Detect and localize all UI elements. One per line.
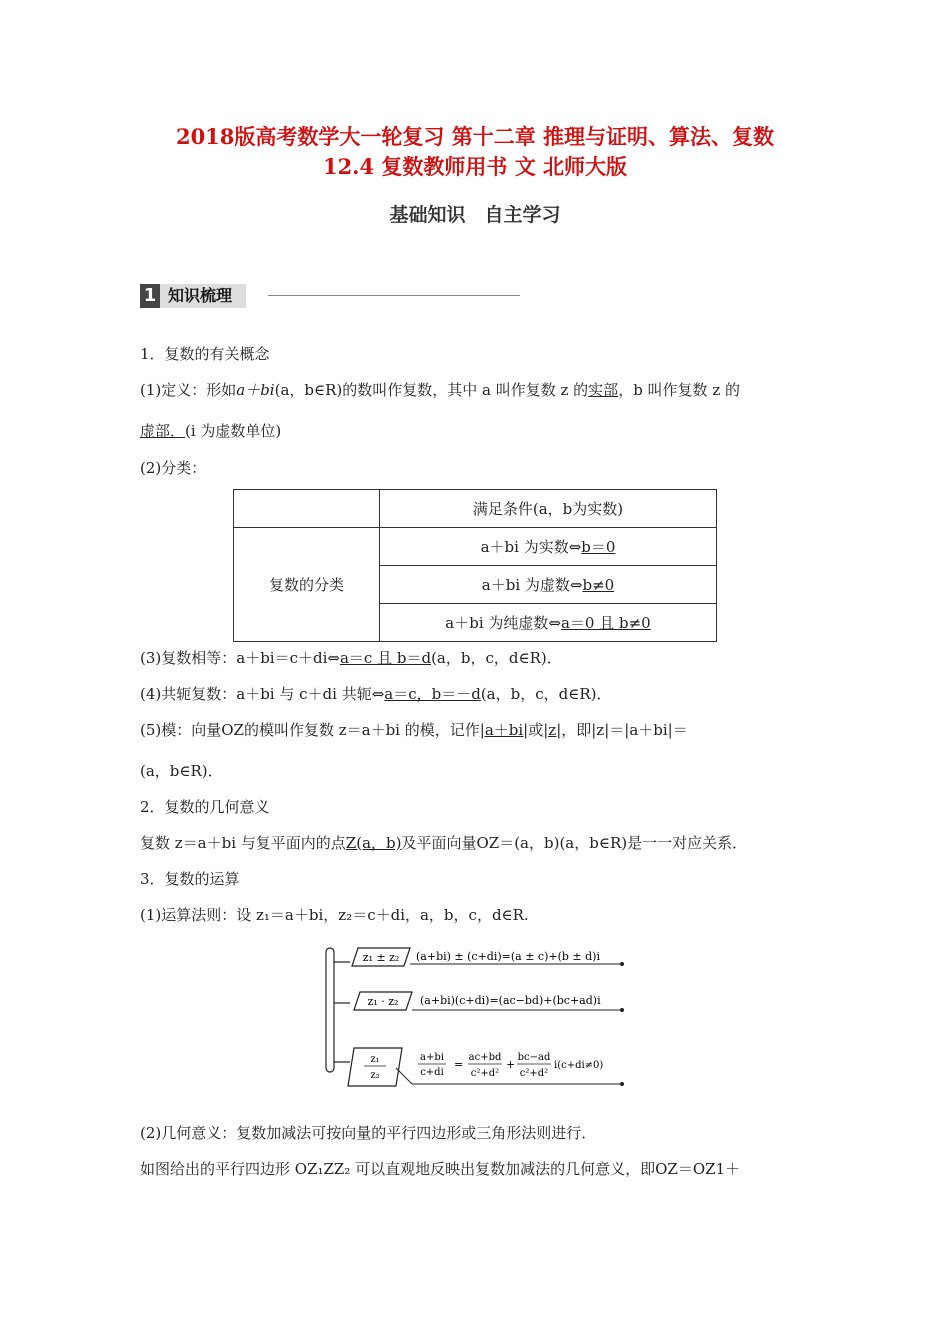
section-header: [140, 284, 246, 308]
definition-line: [140, 379, 740, 400]
classification-label: (2)分类：: [140, 459, 207, 477]
table-row: a＋bi 为纯虚数⇔a＝0 且 b≠0: [380, 604, 717, 642]
product-formula: (a+bi)(c+di)=(ac−bd)+(bc+ad)i: [420, 994, 601, 1007]
modulus-line-2: (a，b∈R)．: [140, 762, 223, 780]
table-row-label: 复数的分类: [234, 528, 380, 642]
doc-title-line2: 12.4 复数教师用书 文 北师大版: [322, 154, 628, 179]
sum-formula: (a+bi) ± (c+di)=(a ± c)+(b ± d)i: [416, 950, 600, 963]
modulus-line: (5)模：向量OZ的模叫作复数 z＝a＋bi 的模，记作|a＋bi|或|z|，即|z|＝|a＋bi|＝: [140, 721, 688, 739]
def-text-a: (1)定义：形如: [140, 381, 237, 399]
q-plus: +: [506, 1058, 516, 1071]
section-label: 知识梳理: [160, 284, 246, 308]
last-line: 如图给出的平行四边形 OZ₁ZZ₂ 可以直观地反映出复数加减法的几何意义，即OZ＝OZ1＋: [140, 1160, 741, 1178]
def-text-b: a＋bi: [236, 381, 275, 399]
product-box-label: z₁ · z₂: [367, 995, 399, 1008]
definition-line-2: [140, 420, 281, 441]
q-b-den: c²+d²: [519, 1068, 549, 1079]
q-a-num: ac+bd: [468, 1052, 502, 1063]
table-row: a＋bi 为实数⇔b＝0: [380, 528, 717, 566]
operations-diagram: [320, 940, 630, 1092]
section-divider: [268, 295, 520, 296]
def-answer-real: 实部: [588, 381, 619, 399]
q-b-num: bc−ad: [517, 1052, 551, 1063]
def-text-c: (a，b∈R)的数叫作复数，其中 a 叫作复数 z 的: [274, 381, 589, 399]
heading-1: 1．复数的有关概念: [140, 345, 270, 363]
section-number: 1: [140, 284, 160, 308]
table-header: 满足条件(a，b为实数): [380, 490, 717, 528]
table-row: a＋bi 为虚数⇔b≠0: [380, 566, 717, 604]
equality-line: (3)复数相等：a＋bi＝c＋di⇔a＝c 且 b＝d(a，b，c，d∈R)．: [140, 649, 562, 667]
heading-2: 2．复数的几何意义: [140, 798, 270, 816]
sum-box-label: z₁ ± z₂: [362, 951, 400, 964]
def-answer-imag: 虚部．: [140, 422, 186, 440]
section-subtitle: 基础知识 自主学习: [389, 204, 561, 226]
quotient-box-num: z₁: [370, 1054, 380, 1065]
geometric-meaning-line: (2)几何意义：复数加减法可按向量的平行四边形或三角形法则进行．: [140, 1124, 597, 1142]
diagram-bracket: [326, 948, 334, 1072]
heading-3: 3．复数的运算: [140, 870, 240, 888]
q-a-den: c²+d²: [470, 1068, 500, 1079]
q-left-num: a+bi: [420, 1052, 444, 1063]
q-eq: =: [454, 1058, 464, 1071]
table-empty-cell: [234, 490, 380, 528]
q-left-den: c+di: [420, 1067, 444, 1078]
geometry-line: 复数 z＝a＋bi 与复平面内的点Z(a，b)及平面向量OZ＝(a，b)(a，b∈R)是一一对应关系．: [140, 834, 748, 852]
q-tail: i(c+di≠0): [554, 1060, 604, 1071]
def-text-e: ，b 叫作复数 z 的: [618, 381, 740, 399]
classification-table: [233, 489, 717, 642]
conjugate-line: (4)共轭复数：a＋bi 与 c＋di 共轭⇔a＝c，b＝－d(a，b，c，d∈R)．: [140, 685, 612, 703]
quotient-box-den: z₂: [370, 1070, 380, 1081]
def-text-g: (i 为虚数单位): [185, 422, 282, 440]
doc-title-line1: 2018版高考数学大一轮复习 第十二章 推理与证明、算法、复数: [175, 124, 775, 149]
operations-line: (1)运算法则：设 z₁＝a＋bi，z₂＝c＋di，a，b，c，d∈R.: [140, 906, 529, 924]
